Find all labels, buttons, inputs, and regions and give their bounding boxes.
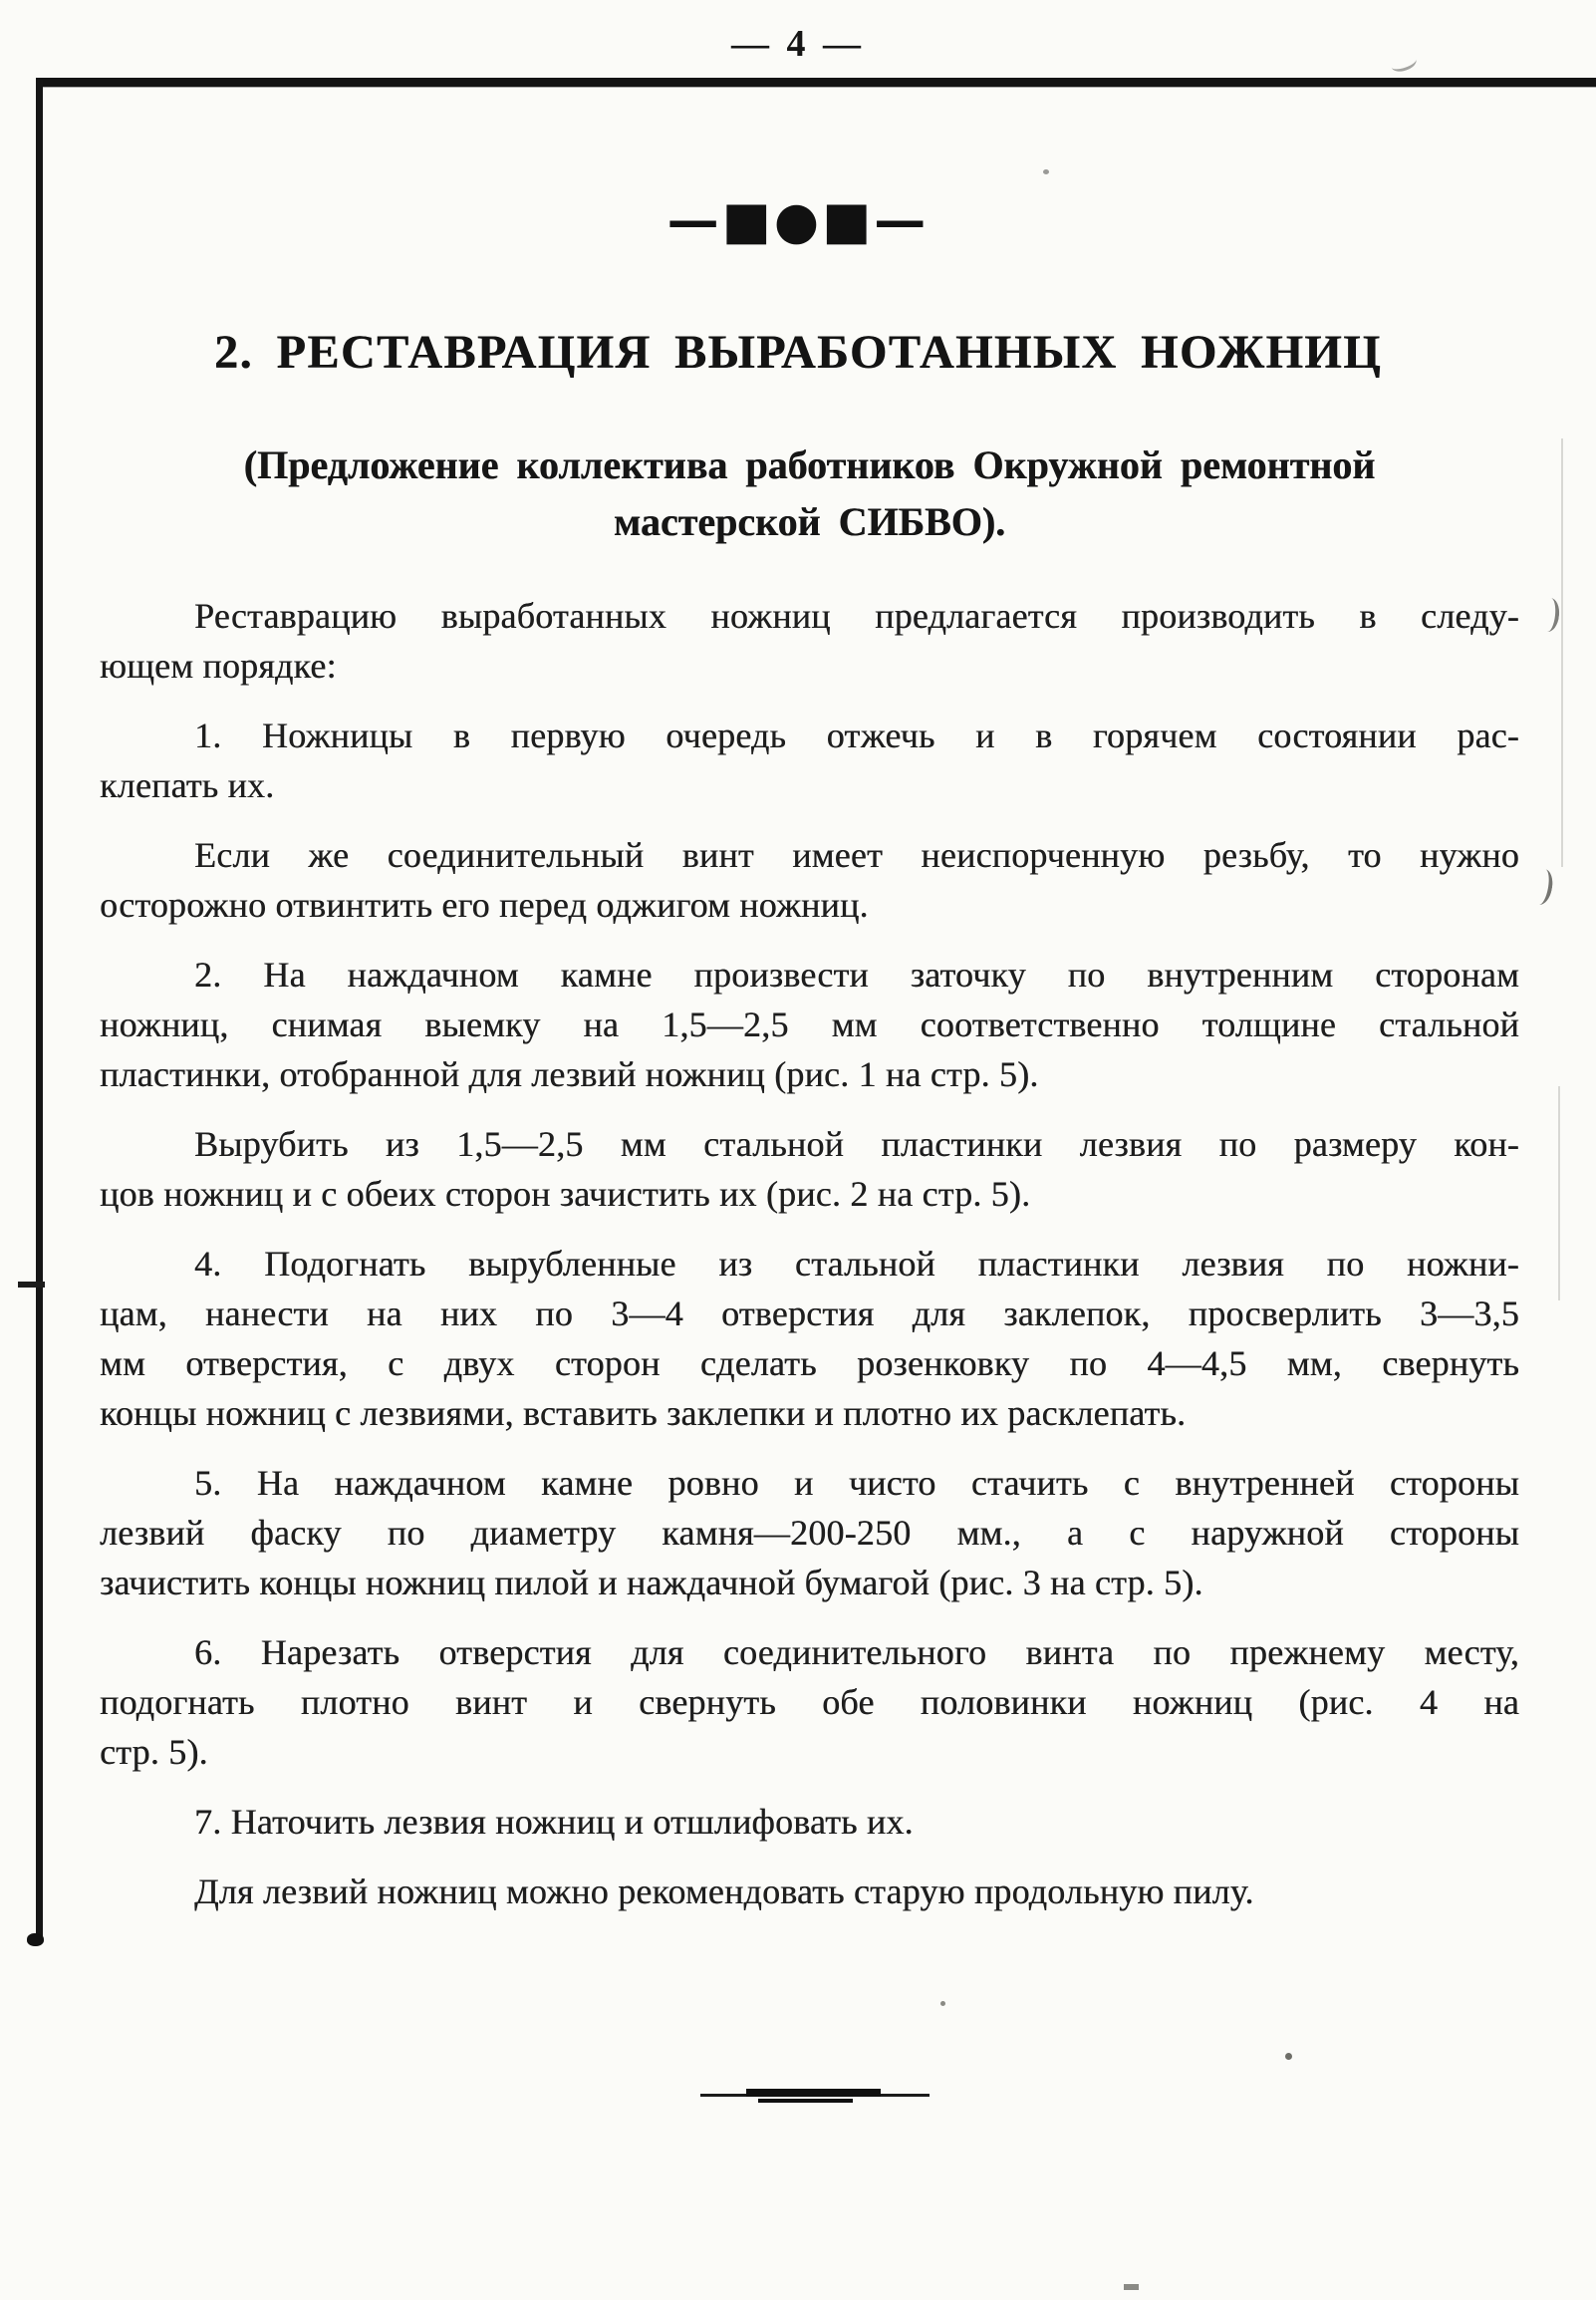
- scan-artifact: [1285, 2053, 1292, 2060]
- text-line: 4. Подогнать вырубленные из стальной пластинки лезвия по ножни-: [194, 1244, 1519, 1284]
- end-divider: [700, 2089, 930, 2103]
- section-title: 2. РЕСТАВРАЦИЯ ВЫРАБОТАННЫХ НОЖНИЦ: [214, 326, 1382, 379]
- text-line: лезвий фаску по диаметру камня—200-250 мм., а с наружной стороны: [100, 1513, 1519, 1553]
- text-line: 2. На наждачном камне произвести заточку по внутренним сторонам: [194, 955, 1519, 995]
- text-line: пластинки, отобранной для лезвий ножниц (рис. 1 на стр. 5).: [100, 1054, 1039, 1094]
- text-line: 7. Наточить лезвия ножниц и отшлифовать их.: [194, 1802, 914, 1842]
- text-line: 6. Нарезать отверстия для соединительного винта по прежнему месту,: [194, 1632, 1519, 1672]
- body-text: [100, 591, 1519, 1936]
- scan-artifact: [1124, 2284, 1139, 2290]
- text-line: цам, нанести на них по 3—4 отверстия для заклепок, просверлить 3—3,5: [100, 1294, 1519, 1333]
- text-line: цов ножниц и с обеих сторон зачистить их (рис. 2 на стр. 5).: [100, 1174, 1031, 1214]
- text-line: осторожно отвинтить его перед оджигом ножниц.: [100, 885, 869, 925]
- scan-artifact: [1561, 438, 1563, 867]
- text-line: мм отверстия, с двух сторон сделать розенковку по 4—4,5 мм, свернуть: [100, 1343, 1519, 1383]
- paragraph: [100, 1627, 1519, 1777]
- page-number: — 4 —: [731, 23, 865, 65]
- paragraph: [100, 1458, 1519, 1607]
- text-line: Вырубить из 1,5—2,5 мм стальной пластинки лезвия по размеру кон-: [194, 1124, 1519, 1164]
- text-line: подогнать плотно винт и свернуть обе половинки ножниц (рис. 4 на: [100, 1682, 1519, 1722]
- text-line: Реставрацию выработанных ножниц предлагается производить в следу-: [194, 596, 1519, 636]
- paragraph: [100, 1119, 1519, 1219]
- scan-artifact: [1043, 169, 1049, 174]
- scan-artifact: [1529, 868, 1555, 907]
- paragraph: [100, 1797, 1519, 1847]
- paragraph: [100, 1239, 1519, 1438]
- end-divider-underbar: [758, 2099, 853, 2103]
- end-divider-bar: [746, 2089, 881, 2097]
- top-border-rule: [36, 78, 1596, 87]
- paragraph: [100, 591, 1519, 691]
- paragraph: [100, 711, 1519, 810]
- paragraph: [100, 950, 1519, 1099]
- text-line: клепать их.: [100, 765, 275, 805]
- subtitle-line-2: мастерской СИБВО).: [613, 499, 1006, 544]
- text-line: концы ножниц с лезвиями, вставить заклепки и плотно их расклепать.: [100, 1393, 1187, 1433]
- text-line: ющем порядке:: [100, 646, 337, 686]
- scan-artifact: [940, 2001, 945, 2006]
- paragraph: [100, 830, 1519, 930]
- section-ornament-icon: —■●■—: [666, 191, 930, 251]
- text-line: 1. Ножницы в первую очередь отжечь и в горячем состоянии рас-: [194, 716, 1519, 755]
- subtitle-line-1: (Предложение коллектива работников Окружной ремонтной: [243, 442, 1376, 487]
- scan-artifact: [1558, 1086, 1560, 1300]
- text-line: зачистить концы ножниц пилой и наждачной бумагой (рис. 3 на стр. 5).: [100, 1563, 1203, 1602]
- text-line: Если же соединительный винт имеет неиспорченную резьбу, то нужно: [194, 835, 1519, 875]
- section-subtitle: [100, 436, 1519, 550]
- text-line: ножниц, снимая выемку на 1,5—2,5 мм соответственно толщине стальной: [100, 1005, 1519, 1044]
- paragraph: [100, 1867, 1519, 1916]
- text-line: 5. На наждачном камне ровно и чисто стачить с внутренней стороны: [194, 1463, 1519, 1503]
- text-line: Для лезвий ножниц можно рекомендовать старую продольную пилу.: [194, 1871, 1254, 1911]
- text-line: стр. 5).: [100, 1732, 208, 1772]
- scan-artifact: [1537, 597, 1560, 633]
